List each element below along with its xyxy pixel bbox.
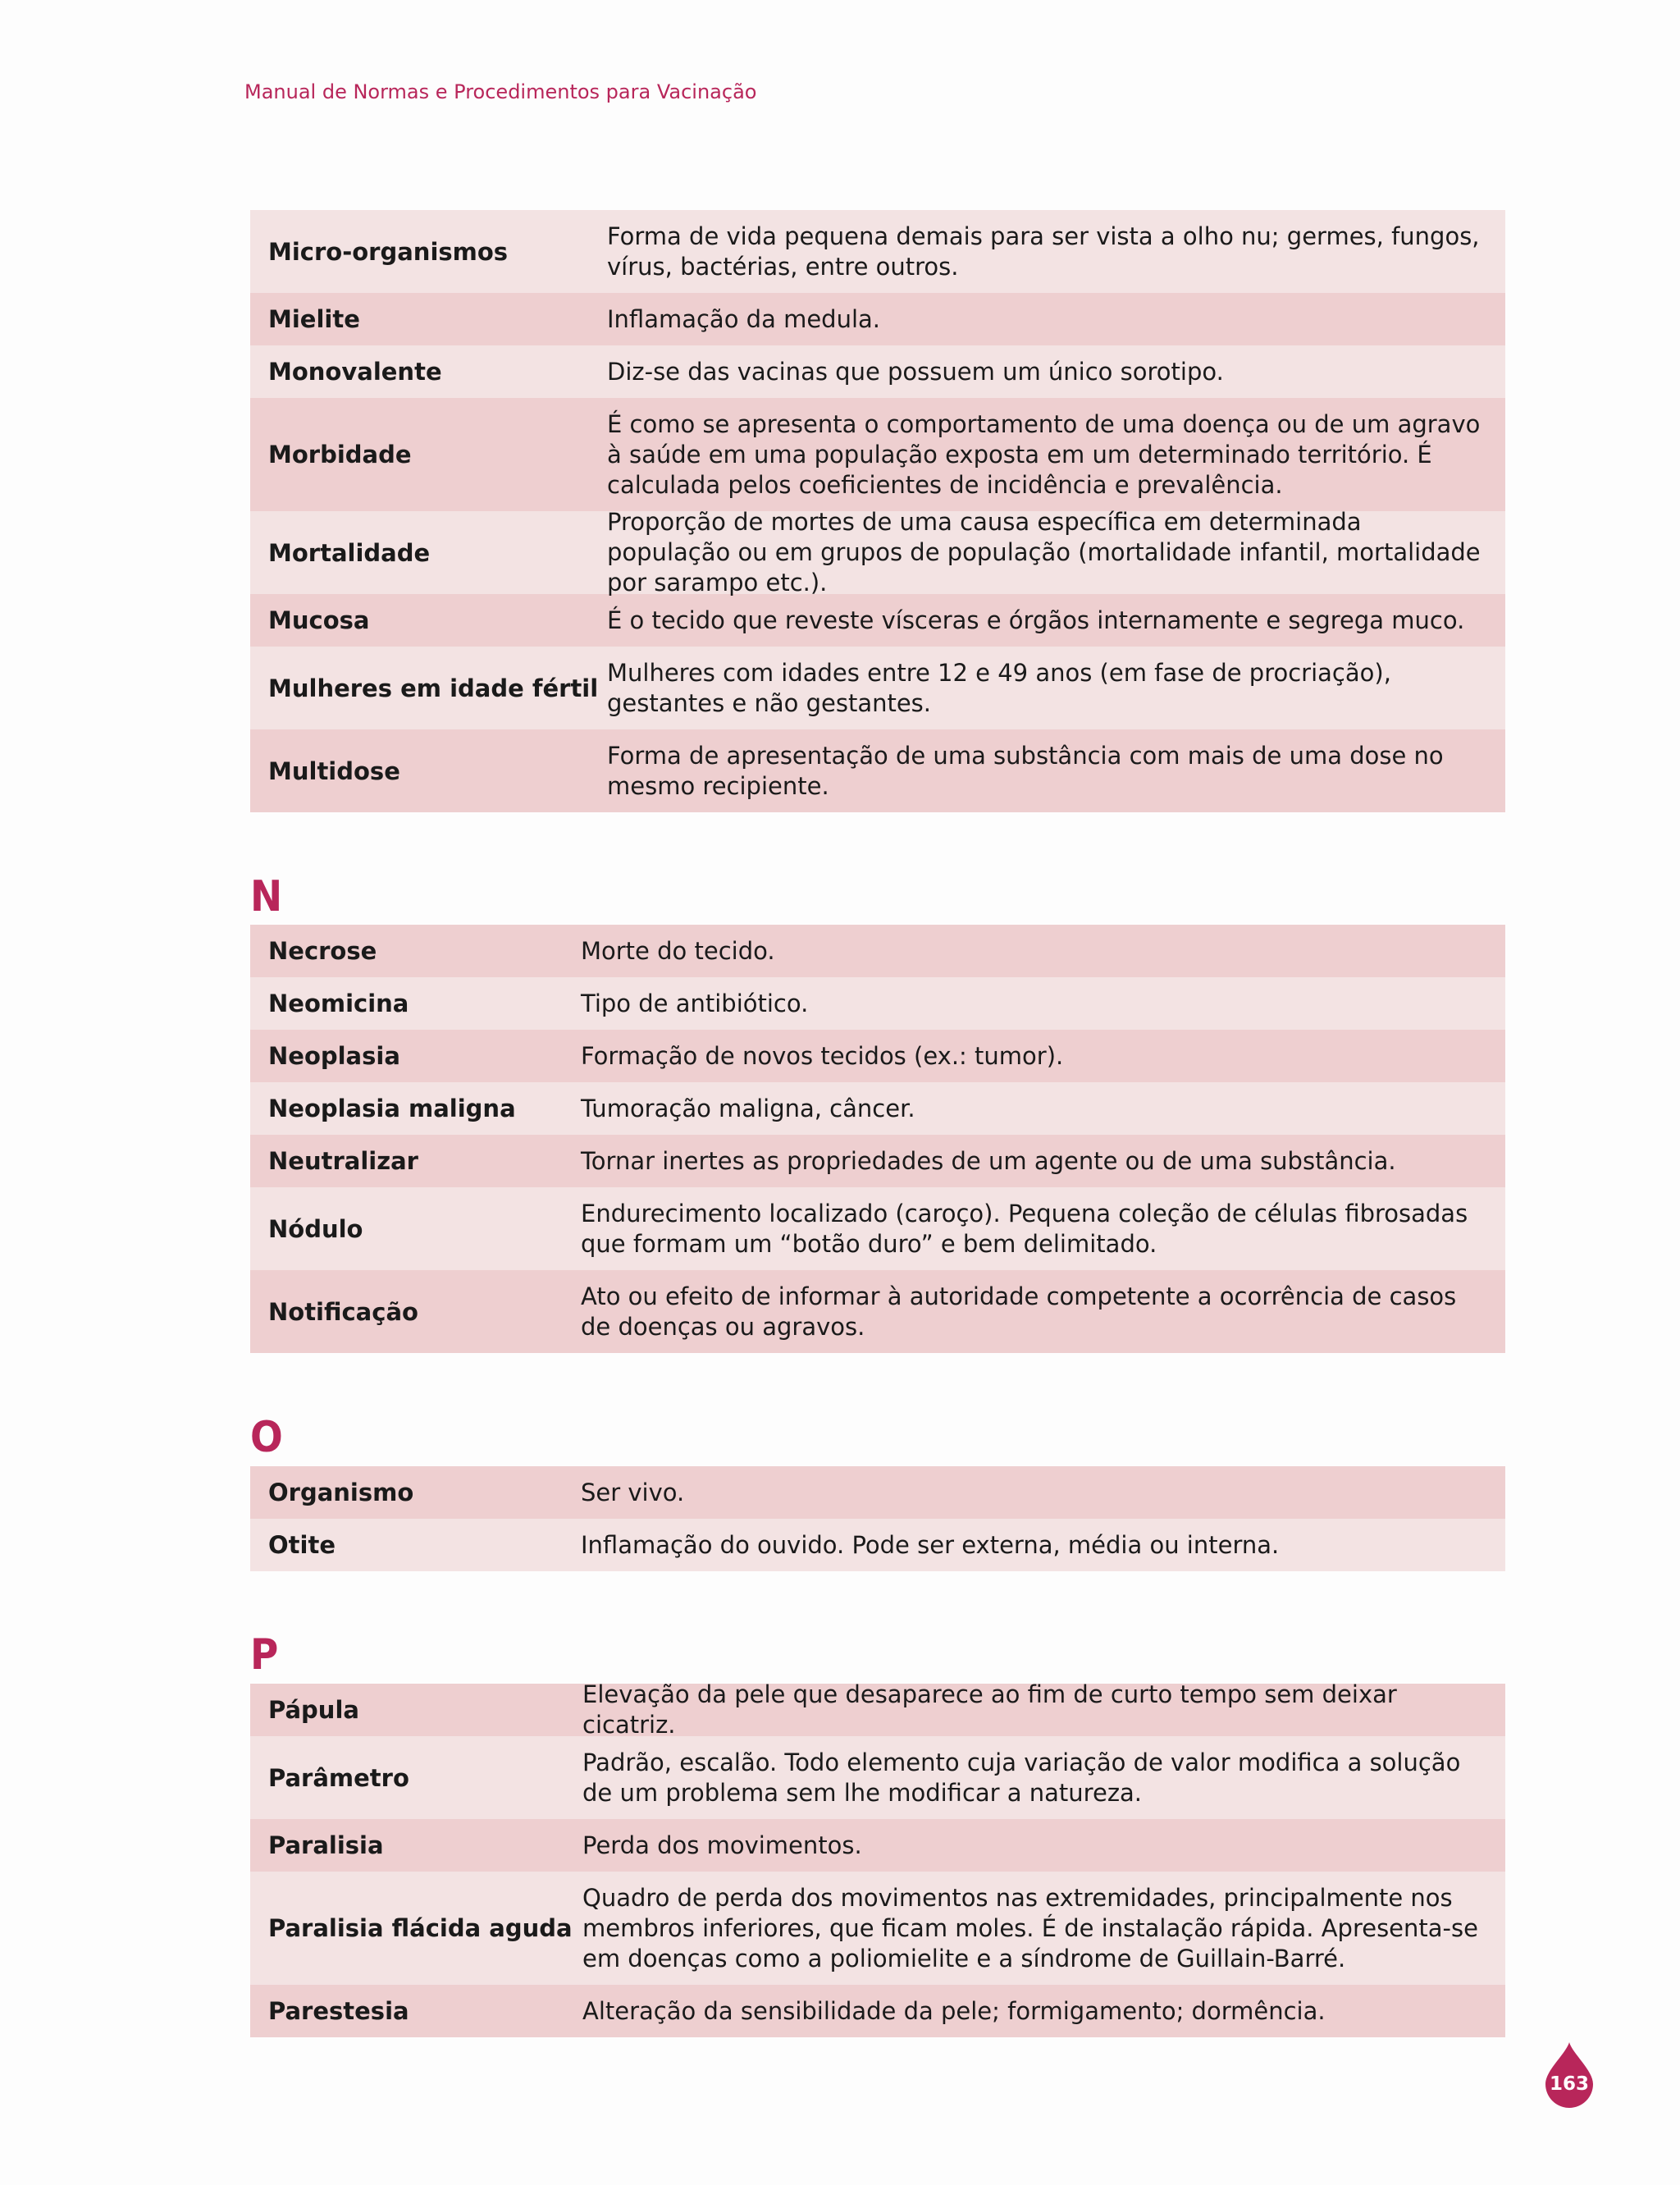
glossary-definition: Diz-se das vacinas que possuem um único sorotipo.	[607, 357, 1224, 386]
glossary-term: Mucosa	[268, 606, 370, 634]
glossary-definition: É como se apresenta o comportamento de uma doença ou de um agravo à saúde em uma população exposta em um determinado território. É calculada pelos coeficientes de incidência e prevalência.	[607, 409, 1481, 499]
glossary-definition: Endurecimento localizado (caroço). Pequena coleção de células fibrosadas que formam um “botão duro” e bem delimitado.	[581, 1199, 1468, 1258]
glossary-term: Necrose	[268, 937, 377, 965]
glossary-definition: Tumoração maligna, câncer.	[581, 1094, 915, 1122]
glossary-table-m	[250, 210, 1505, 812]
glossary-term: Parâmetro	[268, 1763, 409, 1792]
glossary-row	[250, 508, 1505, 597]
glossary-row	[250, 1082, 1505, 1135]
glossary-term: Mortalidade	[268, 538, 431, 567]
glossary-definition: Proporção de mortes de uma causa específica em determinada população ou em grupos de população (mortalidade infantil, mortalidade por sarampo etc.).	[607, 508, 1481, 597]
glossary-row	[250, 977, 1505, 1030]
glossary-row	[250, 293, 1505, 345]
glossary-term: Mielite	[268, 305, 360, 333]
glossary-row	[250, 1030, 1505, 1082]
glossary-definition: Formação de novos tecidos (ex.: tumor).	[581, 1041, 1064, 1070]
glossary-definition: Morte do tecido.	[581, 936, 775, 965]
glossary-term: Parestesia	[268, 1997, 409, 2025]
glossary-row	[250, 1135, 1505, 1187]
glossary-row	[250, 647, 1505, 729]
glossary-term: Monovalente	[268, 358, 442, 386]
glossary-definition: Tipo de antibiótico.	[581, 989, 809, 1017]
glossary-term: Neoplasia maligna	[268, 1095, 516, 1122]
glossary-row	[250, 1736, 1505, 1819]
glossary-row	[250, 1872, 1505, 1985]
glossary-definition: Perda dos movimentos.	[582, 1831, 862, 1859]
glossary-definition: Tornar inertes as propriedades de um agente ou de uma substância.	[581, 1146, 1396, 1175]
glossary-term: Paralisia	[268, 1831, 384, 1859]
glossary-row	[250, 1466, 1505, 1519]
glossary-definition: Mulheres com idades entre 12 e 49 anos (em fase de procriação), gestantes e não gestantes.	[607, 658, 1391, 717]
glossary-row	[250, 210, 1505, 293]
section-letter-p: P	[250, 1630, 279, 1680]
glossary-term: Neomicina	[268, 990, 409, 1017]
glossary-row	[250, 925, 1505, 977]
glossary-definition: Inflamação do ouvido. Pode ser externa, média ou interna.	[581, 1530, 1280, 1559]
glossary-definition: Alteração da sensibilidade da pele; formigamento; dormência.	[582, 1996, 1326, 2025]
glossary-term: Multidose	[268, 757, 400, 785]
glossary-term: Otite	[268, 1531, 336, 1559]
glossary-definition: Padrão, escalão. Todo elemento cuja variação de valor modifica a solução de um problema sem lhe modificar a natureza.	[582, 1748, 1461, 1807]
glossary-term: Nódulo	[268, 1214, 363, 1243]
glossary-definition: Forma de apresentação de uma substância com mais de uma dose no mesmo recipiente.	[607, 741, 1444, 800]
glossary-definition: Inflamação da medula.	[607, 304, 880, 333]
running-header: Manual de Normas e Procedimentos para Vacinação	[244, 80, 757, 103]
glossary-row	[250, 1519, 1505, 1571]
glossary-term: Neoplasia	[268, 1042, 400, 1070]
glossary-table-p	[250, 1680, 1505, 2037]
section-letter-o: O	[250, 1413, 283, 1462]
glossary-definition: Ato ou efeito de informar à autoridade competente a ocorrência de casos de doenças ou agravos.	[581, 1282, 1457, 1341]
glossary-term: Paralisia flácida aguda	[268, 1914, 573, 1942]
glossary-table-o	[250, 1466, 1505, 1571]
glossary-term: Notificação	[268, 1297, 418, 1326]
glossary-table-n	[250, 925, 1505, 1353]
glossary-row	[250, 1270, 1505, 1353]
glossary-row	[250, 1985, 1505, 2037]
page-number-badge	[1545, 2042, 1593, 2108]
page-number: 163	[1549, 2073, 1589, 2095]
glossary-definition: Forma de vida pequena demais para ser vista a olho nu; germes, fungos, vírus, bactérias, entre outros.	[607, 222, 1480, 281]
glossary-term: Pápula	[268, 1696, 359, 1724]
glossary-term: Neutralizar	[268, 1147, 418, 1175]
glossary-row	[250, 345, 1505, 398]
section-letter-n: N	[250, 872, 283, 921]
glossary-term: Organismo	[268, 1479, 414, 1506]
glossary-definition: Elevação da pele que desaparece ao fim de curto tempo sem deixar cicatriz.	[582, 1680, 1397, 1739]
glossary-row	[250, 729, 1505, 812]
glossary-row	[250, 594, 1505, 647]
glossary-definition: Quadro de perda dos movimentos nas extremidades, principalmente nos membros inferiores, que ficam moles. É de instalação rápida. Apresenta-se em doenças como a poliomielite e a síndrome de Guillain-Barré.	[582, 1883, 1478, 1972]
glossary-row	[250, 398, 1505, 511]
glossary-definition: É o tecido que reveste vísceras e órgãos internamente e segrega muco.	[607, 606, 1465, 634]
glossary-term: Morbidade	[268, 441, 412, 469]
glossary-term: Micro-organismos	[268, 237, 509, 266]
glossary-row	[250, 1680, 1505, 1739]
glossary-definition: Ser vivo.	[581, 1478, 685, 1506]
glossary-term: Mulheres em idade fértil	[268, 674, 599, 702]
glossary-row	[250, 1819, 1505, 1872]
glossary-row	[250, 1187, 1505, 1270]
